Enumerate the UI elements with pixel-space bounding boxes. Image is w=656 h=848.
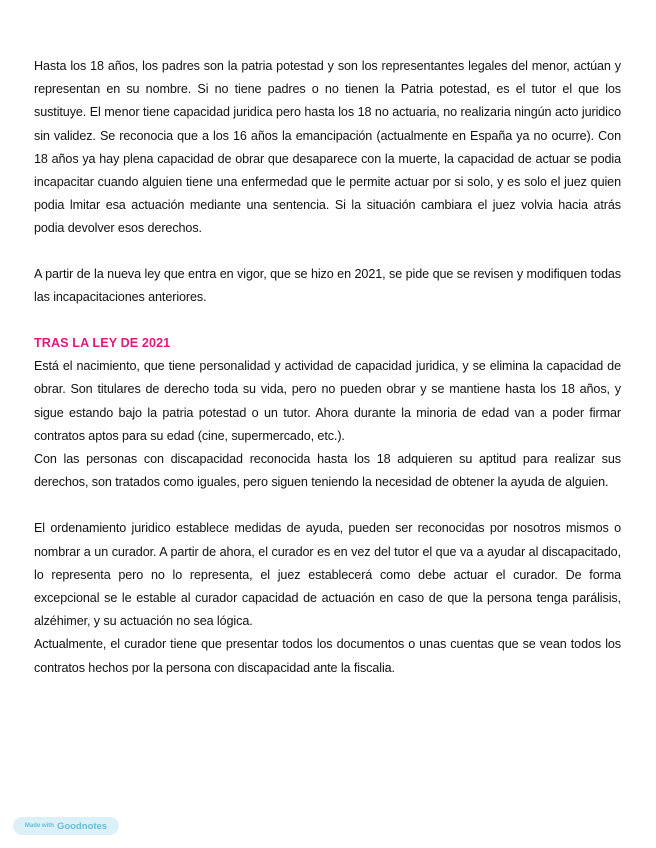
- paragraph-intro-2: A partir de la nueva ley que entra en vigor, que se hizo en 2021, se pide que se revisen y modifiquen todas las incapacitaciones anteriores.: [34, 266, 621, 304]
- document-page: [34, 55, 621, 680]
- paragraph-intro-1: Hasta los 18 años, los padres son la patria potestad y son los representantes legales del menor, actúan y representan en su nombre. Si no tiene padres o no tienen la Patria potestad, es el tutor el que los sustituye. El menor tiene capacidad juridica pero hasta los 18 no actuaria, no realizaria ningún acto juridico sin validez. Se reconocia que a los 16 años la emancipación (actualmente en España ya no ocurre). Con 18 años ya hay plena capacidad de obrar que desaparece con la muerte, la capacidad de actuar se podia incapacitar cuando alguien tiene una enfermedad que le permite actuar por si solo, y es solo el juez quien podia lmitar esa actuación mediante una sentencia. Si la situación cambiara el juez volvia hacia atrás podia devolver esos derechos.: [34, 59, 621, 236]
- badge-prefix: Made with: [24, 823, 54, 829]
- paragraph-section-2: Con las personas con discapacidad reconocida hasta los 18 adquieren su aptitud para realizar sus derechos, son tratados como iguales, pero siguen teniendo la necesidad de obtener la ayuda de alguien.: [34, 452, 621, 490]
- paragraph-spacer: [34, 494, 621, 517]
- section-heading: TRAS LA LEY DE 2021: [34, 336, 171, 351]
- made-with-goodnotes-badge: [13, 817, 119, 835]
- paragraph-closing-1: El ordenamiento juridico establece medidas de ayuda, pueden ser reconocidas por nosotros mismos o nombrar a un curador. A partir de ahora, el curador es en vez del tutor el que va a ayudar al discapacitado, lo representa pero no lo representa, el juez establecerá como debe actuar el curador. De forma excepcional se le estable al curador capacidad de actuación en caso de que la persona tenga parálisis, alzéhimer, y su actuación no sea lógica.: [34, 521, 621, 629]
- paragraph-spacer: [34, 309, 621, 332]
- paragraph-closing-2: Actualmente, el curador tiene que presentar todos los documentos o unas cuentas que se vean todos los contratos hechos por la persona con discapacidad ante la fiscalia.: [34, 637, 621, 675]
- badge-brand: Goodnotes: [56, 820, 108, 832]
- paragraph-spacer: [34, 241, 621, 263]
- paragraph-section-1: Está el nacimiento, que tiene personalidad y actividad de capacidad juridica, y se elimina la capacidad de obrar. Son titulares de derecho toda su vida, pero no pueden obrar y se mantiene hasta los 18 años, y sigue estando bajo la patria potestad o un tutor. Ahora durante la minoria de edad van a poder firmar contratos aptos para su edad (cine, supermercado, etc.).: [34, 359, 621, 443]
